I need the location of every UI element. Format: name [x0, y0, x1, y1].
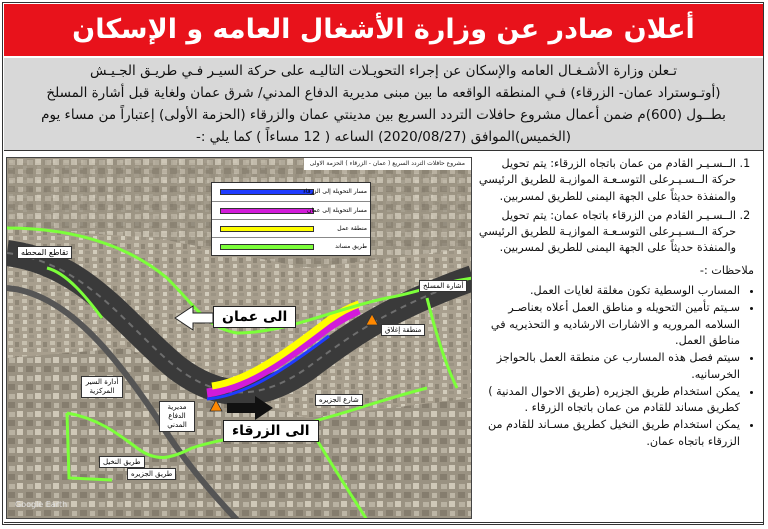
detour-map: [6, 157, 472, 519]
jazeera-street-label: شارع الجزيره: [315, 394, 363, 406]
legend-row-work-zone: [212, 219, 370, 237]
slaughter-signal-label: أشارة المسلخ: [419, 280, 467, 292]
map-legend: [211, 182, 371, 256]
legend-swatch: [220, 244, 314, 250]
legend-label: طريق مساند: [335, 243, 367, 250]
legend-row-to-amman: [212, 201, 370, 219]
legend-row-support-road: [212, 237, 370, 255]
note-item: • سـيتم تأمين التحويله و مناطق العمل أعلاه بعناصـر السلامه المروريه و الاشارات الارشاديه و التحذيريه في مناطق العمل.: [476, 300, 740, 349]
announcement-title: أعلان صادر عن وزارة الأشغال العامه و الإسكان: [4, 4, 763, 56]
nakheel-road-label: طريق النخيل: [99, 456, 145, 468]
intro-line: بطــول (600)م ضمن أعمال مشروع حافلات التردد السريع بين مدينتي عمان والزرقاء (الحزمة الأولى) إعتباراً من مساء يوم: [41, 107, 726, 123]
closure-zone-label: منطقة إغلاق: [381, 324, 425, 336]
note-item: • يمكن استخدام طريق الجزيره (طريق الاحوال المدنية ) كطريق مساند للقادم من عمان باتجاه الزرقاء .: [476, 384, 740, 417]
map-header: مشروع حافلات التردد السريع ( عمان - الزرقاء ) الحزمة الاولى: [304, 158, 471, 170]
legend-swatch: [220, 208, 314, 214]
note-item: • سيتم فصل هذه المسارب عن منطقة العمل بالحواجز الخرسانيه.: [476, 350, 740, 383]
legend-label: مسار التحويلة إلى الزرقاء: [303, 188, 367, 195]
legend-row-to-zarqa: [212, 183, 370, 201]
legend-swatch: [220, 226, 314, 232]
junction-label: تقاطع المحطه: [17, 246, 72, 259]
detour-step: 2. الــسـيـر القادم من الزرقاء باتجاه عمان: يتم تحويل حركة الــسـيـرعلى التوسـعـة الموازيـة للطريق الرئيسي والمنفذة حديثاً على الجهة اليمنى للطريق لمسربين.: [476, 208, 736, 257]
intro-paragraph: [4, 58, 763, 150]
traffic-directorate-label: أدارة السير المركزية: [81, 376, 123, 398]
intro-line: (أوتـوستراد عمان- الزرقاء) فـي المنطقه الواقعه ما بين مبنى مديرية الدفاع المدني/ شرق عمان ولغاية قبل أشارة المسلخ: [46, 85, 721, 101]
note-item: • المسارب الوسطية تكون مغلقة لغايات العمل.: [476, 283, 740, 299]
notes-heading: ملاحظات :-: [699, 263, 754, 277]
intro-line: (الخميس)الموافق (2020/08/27) الساعه ( 12 مساءاً ) كما يلي :-: [195, 129, 572, 145]
civil-defense-label: مديرية الدفاع المدني: [159, 401, 195, 432]
jazeera-road-label: طريق الجزيره: [127, 468, 176, 480]
legend-swatch: [220, 189, 314, 195]
note-item: • يمكن استخدام طريق النخيل كطريق مسـاند للقادم من الزرقاء باتجاه عمان.: [476, 417, 740, 450]
map-watermark: Google Earth: [15, 500, 68, 509]
legend-label: منطقة عمل: [337, 225, 367, 232]
to-zarqa-label: الى الزرقاء: [223, 420, 319, 442]
detour-step: 1. الــسـيـر القادم من عمان باتجاه الزرقاء: يتم تحويل حركة الــسـيـرعلى التوسـعـة الموازيـة للطريق الرئيسي والمنفذة حديثاً على الجهة اليمنى للطريق لمسربين.: [476, 156, 736, 205]
intro-line: تـعلن وزارة الأشـغـال العامه والإسكان عن إجراء التحويـلات التاليـه على حركة السيـر فـي طريـق الجـيـش: [90, 63, 677, 79]
legend-label: مسار التحويلة إلى عمان: [307, 207, 367, 214]
notes-list: [476, 283, 754, 450]
detour-steps-list: [476, 156, 754, 257]
to-amman-label: الى عمان: [213, 306, 296, 328]
instructions-column: [474, 156, 760, 522]
